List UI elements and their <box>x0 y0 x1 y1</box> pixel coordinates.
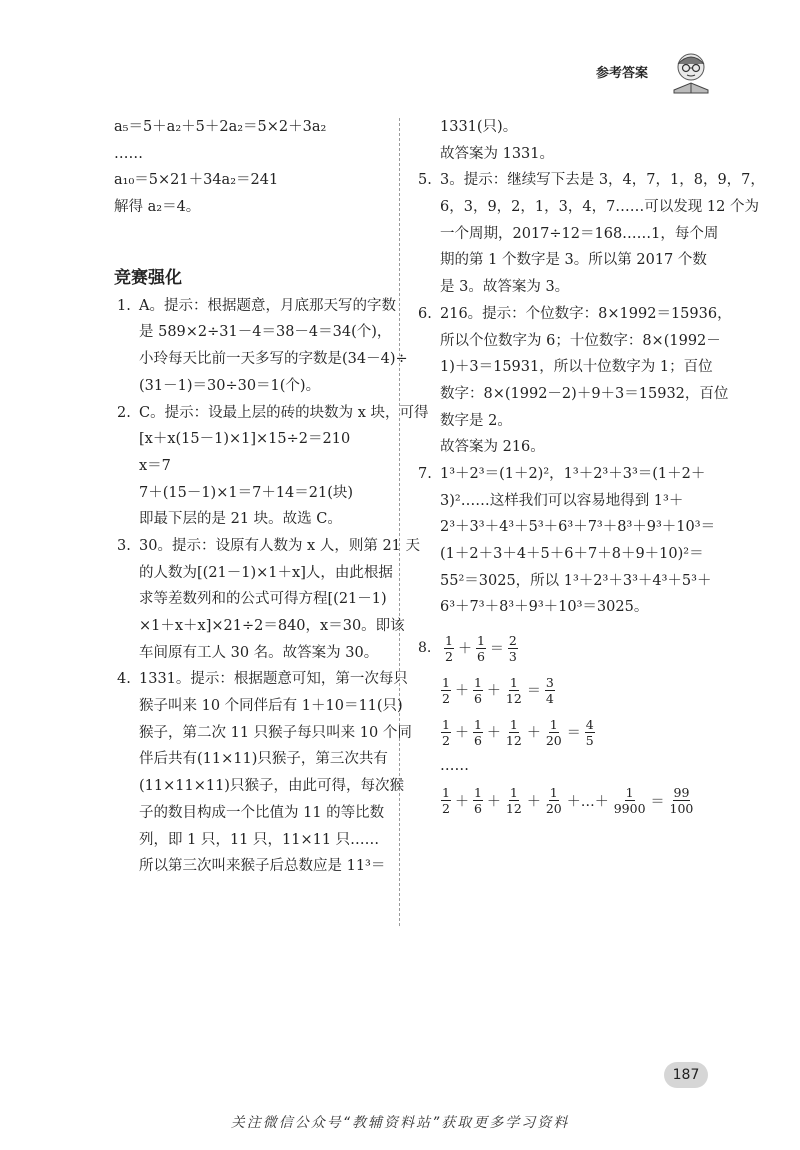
answer-line: 数字：8×(1992－2)＋9＋3＝15932，百位 <box>440 385 729 402</box>
plus-sign: ＋ <box>486 793 501 810</box>
answer-line: 的人数为[(21－1)×1＋x]人，由此根据 <box>139 564 393 581</box>
answer-line: 猴子，第二次 11 只猴子每只叫来 10 个同 <box>139 724 412 741</box>
fraction: $\frac{3}{4}$ <box>545 674 554 706</box>
fraction: $\frac{1}{9900}$ <box>613 785 646 817</box>
answer-line: 是 3。故答案为 3。 <box>440 279 570 296</box>
mascot-reader-icon <box>668 50 714 94</box>
right-column <box>418 114 765 822</box>
fraction: $\frac{1}{2}$ <box>445 632 453 664</box>
fraction-equation <box>418 627 718 669</box>
plus-sign: ＋ <box>526 793 541 810</box>
answer-line: 1331(只)。 <box>440 119 518 135</box>
formula-line: a₅＝5＋a₂＋5＋2a₂＝5×2＋3a₂ <box>114 119 327 135</box>
plus-sign: ＋ <box>454 683 469 700</box>
answer-line: A。提示：根据题意，月底那天写的字数 <box>139 297 396 314</box>
problem-8 <box>418 627 718 822</box>
answer-line: 1)＋3＝15931，所以十位数字为 1；百位 <box>440 359 713 376</box>
answer-line: 小玲每天比前一天多写的字数是(34－4)÷ <box>139 351 408 368</box>
fraction: $\frac{1}{20}$ <box>545 785 562 817</box>
answer-line: ×1＋x＋x]×21÷2＝840，x＝30。即该 <box>139 618 405 634</box>
left-column <box>114 114 429 880</box>
answer-line: 即最下层的是 21 块。故选 C。 <box>139 511 342 528</box>
fraction: $\frac{2}{3}$ <box>508 632 517 664</box>
fraction: $\frac{1}{12}$ <box>505 785 522 817</box>
problem-4 <box>114 666 412 880</box>
plus-sign: ＋ <box>457 641 472 658</box>
problem-number: 8. <box>418 640 432 657</box>
fraction: $\frac{1}{6}$ <box>476 632 485 664</box>
problem-3 <box>114 533 421 666</box>
answer-line: 30。提示：设原有人数为 x 人，则第 21 天 <box>139 537 421 554</box>
problem-number: 1. <box>117 297 131 314</box>
answer-line: 列，即 1 只，11 只，11×11 只…… <box>139 831 380 848</box>
answer-line: 故答案为 216。 <box>440 439 545 456</box>
answer-line: 是 589×2÷31－4＝38－4＝34(个)， <box>139 324 392 341</box>
plus-sign: ＋ <box>454 725 469 742</box>
problem-1 <box>114 293 408 400</box>
fraction: $\frac{1}{6}$ <box>473 716 482 748</box>
fraction-equation <box>418 780 718 822</box>
answer-line: 216。提示：个位数字：8×1992＝15936， <box>440 305 732 322</box>
plus-sign: ＋ <box>486 725 501 742</box>
problem-number: 3. <box>117 537 131 554</box>
answer-line: 猴子叫来 10 个同伴后有 1＋10＝11(只) <box>139 698 403 715</box>
problem-5 <box>418 167 765 300</box>
answer-line: 1331。提示：根据题意可知，第一次每只 <box>139 671 408 688</box>
fraction: $\frac{99}{100}$ <box>669 785 694 817</box>
fraction: $\frac{1}{2}$ <box>442 674 450 706</box>
fraction: $\frac{1}{2}$ <box>442 785 450 817</box>
answer-line: 7＋(15－1)×1＝7＋14＝21(块) <box>139 484 354 501</box>
plus-sign: ＋ <box>486 683 501 700</box>
equals-sign: ＝ <box>489 641 504 658</box>
answer-line: 车间原有工人 30 名。故答案为 30。 <box>139 644 379 661</box>
answer-line: C。提示：设最上层的砖的块数为 x 块，可得 <box>139 404 429 421</box>
answer-line: 伴后共有(11×11)只猴子，第三次共有 <box>139 751 388 768</box>
problem-number: 7. <box>418 465 432 482</box>
problem-number: 5. <box>418 172 432 189</box>
fraction: $\frac{1}{20}$ <box>545 716 562 748</box>
problem-2 <box>114 400 429 533</box>
answer-line: 故答案为 1331。 <box>440 145 555 162</box>
fraction: $\frac{4}{5}$ <box>585 716 594 748</box>
formula-line: a₁₀＝5×21＋34a₂＝241 <box>114 172 279 189</box>
fraction: $\frac{1}{12}$ <box>505 674 522 706</box>
answer-line: 3)²……这样我们可以容易地得到 1³＋ <box>440 492 684 509</box>
ellipsis-line: …… <box>440 758 469 775</box>
answer-line: x＝7 <box>139 457 171 474</box>
answer-line: 55²＝3025，所以 1³＋2³＋3³＋4³＋5³＋ <box>440 572 712 589</box>
column-divider <box>399 118 400 926</box>
answer-line: 所以第三次叫来猴子后总数应是 11³＝ <box>139 858 386 875</box>
answer-line: (31－1)＝30÷30＝1(个)。 <box>139 377 321 394</box>
problem-7 <box>418 461 718 621</box>
answer-line: 6³＋7³＋8³＋9³＋10³＝3025。 <box>440 599 649 616</box>
answer-line: 一个周期，2017÷12＝168……1，每个周 <box>440 225 719 242</box>
problem-number: 2. <box>117 404 131 421</box>
page-number: 187 <box>664 1062 708 1088</box>
plus-ellipsis-plus: ＋…＋ <box>566 793 609 810</box>
answer-line: 3。提示：继续写下去是 3，4，7，1，8，9，7， <box>440 172 765 189</box>
fraction: $\frac{1}{6}$ <box>473 785 482 817</box>
fraction-equation <box>418 669 718 711</box>
problem-number: 4. <box>117 671 131 688</box>
plus-sign: ＋ <box>526 725 541 742</box>
problem-6 <box>418 301 732 461</box>
section-title: 竞赛强化 <box>114 267 182 288</box>
formula-line: 解得 a₂＝4。 <box>114 199 201 216</box>
answer-line: 1³＋2³＝(1＋2)²，1³＋2³＋3³＝(1＋2＋ <box>440 465 706 482</box>
header-label: 参考答案 <box>596 66 649 81</box>
answer-line: 2³＋3³＋4³＋5³＋6³＋7³＋8³＋9³＋10³＝ <box>440 519 716 536</box>
fraction: $\frac{1}{2}$ <box>442 716 450 748</box>
problem-number: 6. <box>418 305 432 322</box>
answer-line: (11×11×11)只猴子，由此可得，每次猴 <box>139 778 404 795</box>
equals-sign: ＝ <box>566 725 581 742</box>
answer-line: 期的第 1 个数字是 3。所以第 2017 个数 <box>440 252 707 269</box>
fraction: $\frac{1}{12}$ <box>505 716 522 748</box>
ellipsis-line: …… <box>114 145 143 162</box>
answer-line: [x＋x(15－1)×1]×15÷2＝210 <box>139 431 351 448</box>
fraction: $\frac{1}{6}$ <box>473 674 482 706</box>
answer-line: (1＋2＋3＋4＋5＋6＋7＋8＋9＋10)²＝ <box>440 546 704 562</box>
answer-line: 6，3，9，2，1，3，4，7……可以发现 12 个为 <box>440 199 759 216</box>
fraction-equation <box>418 711 718 753</box>
answer-line: 求等差数列和的公式可得方程[(21－1) <box>139 591 387 608</box>
answer-line: 子的数目构成一个比值为 11 的等比数 <box>139 804 385 821</box>
footer-note: 关注微信公众号“教辅资料站”获取更多学习资料 <box>230 1115 570 1131</box>
plus-sign: ＋ <box>454 793 469 810</box>
equals-sign: ＝ <box>650 793 665 810</box>
equals-sign: ＝ <box>526 683 541 700</box>
answer-line: 数字是 2。 <box>440 412 512 429</box>
answer-line: 所以个位数字为 6；十位数字：8×(1992－ <box>440 332 721 349</box>
